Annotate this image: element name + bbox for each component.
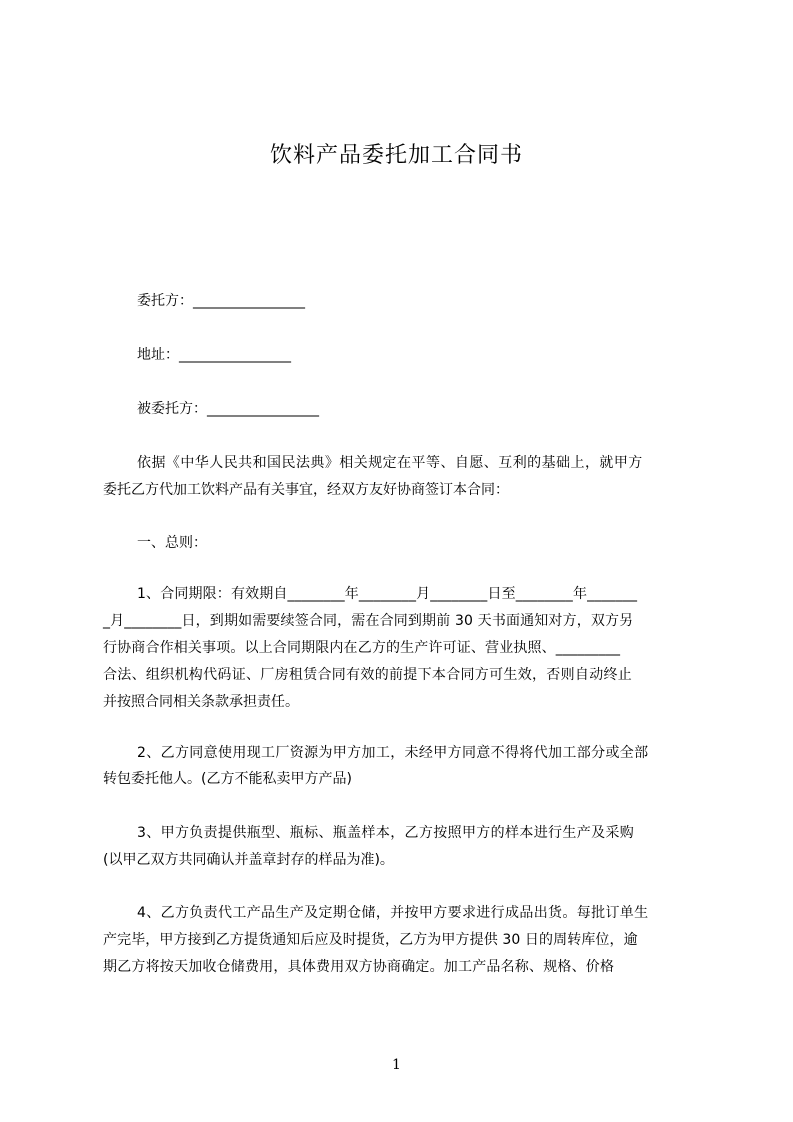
intro-line: 委托乙方代加工饮料产品有关事宜，经双方友好协商签订本合同： — [103, 482, 509, 498]
clause-3-line: 3、甲方负责提供瓶型、瓶标、瓶盖样本，乙方按照甲方的样本进行生产及采购 — [137, 825, 635, 841]
clause-2-line: 转包委托他人。(乙方不能私卖甲方产品) — [103, 771, 352, 787]
clause-4-line: 4、乙方负责代工产品生产及定期仓储，并按甲方要求进行成品出货。每批订单生 — [137, 905, 649, 921]
document-title: 饮料产品委托加工合同书 — [269, 143, 523, 168]
entruster-field: 委托方：________________ — [137, 293, 305, 309]
page-number: 1 — [392, 1057, 401, 1073]
clause-1-line: _月________日，到期如需要续签合同，需在合同到期前 30 天书面通知对方，双方另 — [103, 613, 634, 629]
clause-3-line: (以甲乙双方共同确认并盖章封存的样品为准)。 — [103, 852, 394, 868]
clause-1-line: 并按照合同相关条款承担责任。 — [103, 694, 299, 710]
entrustee-field: 被委托方：________________ — [137, 401, 319, 417]
clause-4-line: 产完毕，甲方接到乙方提货通知后应及时提货，乙方为甲方提供 30 日的周转库位，逾 — [103, 932, 638, 948]
intro-line: 依据《中华人民共和国民法典》相关规定在平等、自愿、互利的基础上，就甲方 — [137, 455, 643, 471]
address-field: 地址：________________ — [137, 347, 291, 363]
clause-4-line: 期乙方将按天加收仓储费用，具体费用双方协商确定。加工产品名称、规格、价格 — [103, 959, 615, 975]
section-heading: 一、总则： — [137, 535, 207, 551]
clause-2-line: 2、乙方同意使用现工厂资源为甲方加工，未经甲方同意不得将代加工部分或全部 — [137, 745, 649, 761]
clause-1-line: 1、合同期限：有效期自________年________月________日至________年_______ — [137, 586, 638, 602]
clause-1-line: 合法、组织机构代码证、厂房租赁合同有效的前提下本合同方可生效，否则自动终止 — [103, 667, 633, 683]
clause-1-line: 行协商合作相关事项。以上合同期限内在乙方的生产许可证、营业执照、_________ — [103, 640, 621, 656]
